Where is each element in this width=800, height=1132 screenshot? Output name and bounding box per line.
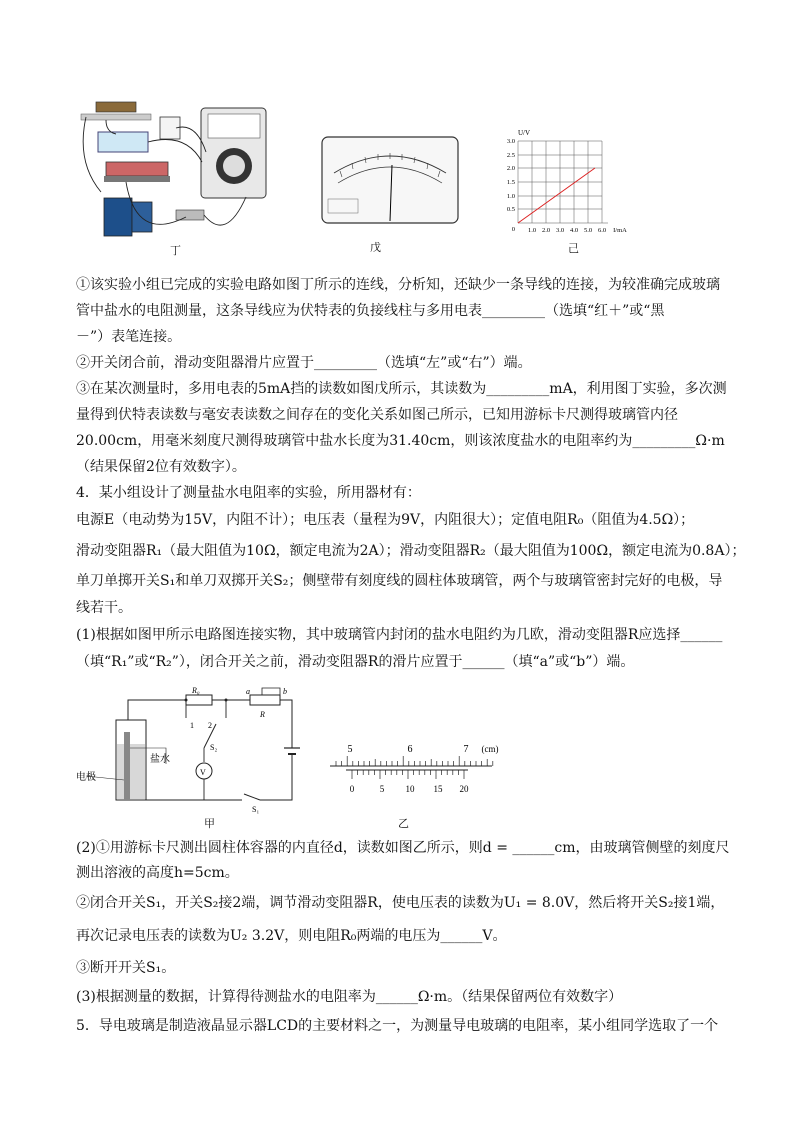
text-line: 电源E（电动势为15V，内阻不计）；电压表（量程为9V，内阻很大）；定值电阻R₀（阻值为4.5Ω）； — [76, 512, 695, 528]
text-line: ②闭合开关S₁，开关S₂接2端，调节滑动变阻器R，使电压表的读数为U₁ = 8.0V，然后将开关S₂接1端， — [76, 895, 725, 911]
figure-wu-label: 戊 — [370, 241, 381, 254]
graph-xtick: 2.0 — [541, 227, 551, 234]
text-line: 测出溶液的高度h=5cm。 — [76, 865, 239, 881]
graph-origin: 0 — [511, 226, 515, 233]
graph-ytick: 0.5 — [506, 206, 515, 213]
text-line: 单刀单掷开关S₁和单刀双掷开关S₂；侧壁带有刻度线的圆柱体玻璃管，两个与玻璃管密封完好的电极，导 — [76, 573, 723, 589]
circuit-electrode-label: 电极 — [76, 772, 96, 783]
circuit-terminal-1: 1 — [190, 721, 194, 730]
circuit-R-label: R — [260, 710, 265, 719]
graph-xtick: 3.0 — [555, 227, 565, 234]
text-line: 滑动变阻器R₁（最大阻值为10Ω，额定电流为2A）；滑动变阻器R₂（最大阻值为100Ω，额定电流为0.8A）； — [76, 543, 746, 559]
circuit-S1-label: S₁ — [252, 805, 260, 814]
caliper-vernier-label: 10 — [405, 784, 415, 794]
graph-ytick: 2.0 — [506, 165, 515, 172]
figure-yi-caliper — [326, 740, 506, 835]
caliper-main-label: 5 — [347, 744, 353, 755]
figure-jia-circuit — [76, 684, 306, 829]
graph-ytick: 1.5 — [506, 179, 515, 186]
caliper-vernier-label: 15 — [433, 784, 443, 794]
graph-ytick: 2.5 — [506, 152, 515, 159]
text-line: 线若干。 — [76, 600, 132, 616]
text-line: 4．某小组设计了测量盐水电阻率的实验，所用器材有： — [76, 485, 421, 501]
circuit-a-label: a — [246, 687, 250, 696]
text-line: （填“R₁”或“R₂”），闭合开关之前，滑动变阻器R的滑片应置于______（填“a”或“b”）端。 — [76, 654, 635, 670]
caliper-vernier-label: 20 — [459, 784, 469, 794]
graph-xtick: 6.0 — [597, 227, 607, 234]
graph-ytick: 3.0 — [506, 138, 515, 145]
text-line: 再次记录电压表的读数为U₂ 3.2V，则电阻R₀两端的电压为______V。 — [76, 928, 507, 944]
caliper-vernier-label: 0 — [349, 784, 355, 794]
text-line: ①该实验小组已完成的实验电路如图丁所示的连线，分析知，还缺少一条导线的连接，为较准确完成玻璃 — [76, 277, 720, 293]
caliper-main-label: 6 — [407, 744, 413, 755]
circuit-saltwater-label: 盐水 — [150, 754, 170, 765]
graph-x-axis-label: I/mA — [613, 227, 627, 234]
figure-ding-label: 丁 — [170, 244, 181, 257]
circuit-R0-label: R₀ — [192, 686, 200, 695]
graph-y-axis-label: U/V — [518, 129, 531, 137]
caliper-unit-label: (cm) — [481, 744, 499, 754]
text-line: (3)根据测量的数据，计算得待测盐水的电阻率为______Ω·m。（结果保留两位有效数字） — [76, 989, 623, 1005]
graph-xtick: 1.0 — [527, 227, 537, 234]
text-line: ③在某次测量时，多用电表的5mA挡的读数如图戊所示，其读数为_________mA，利用图丁实验，多次测 — [76, 381, 727, 397]
circuit-terminal-2: 2 — [208, 721, 212, 730]
circuit-voltmeter-label: V — [200, 768, 206, 777]
text-line: (2)①用游标卡尺测出圆柱体容器的内直径d，读数如图乙所示，则d = ______cm，由玻璃管侧壁的刻度尺 — [76, 840, 730, 856]
caliper-vernier-label: 5 — [379, 784, 385, 794]
figure-ding-apparatus — [76, 92, 276, 262]
figure-wu-meter-dial — [320, 135, 460, 257]
text-line: ③断开开关S₁。 — [76, 960, 176, 976]
figure-ji-graph — [496, 127, 636, 257]
figure-yi-label: 乙 — [398, 817, 409, 830]
text-line: 20.00cm，用毫米刻度尺测得玻璃管中盐水长度为31.40cm，则该浓度盐水的电阻率约为_________Ω·m — [76, 433, 725, 449]
graph-xtick: 5.0 — [583, 227, 593, 234]
caliper-main-label: 7 — [463, 744, 469, 755]
text-line: ②开关闭合前，滑动变阻器滑片应置于_________（选填“左”或“右”）端。 — [76, 355, 532, 371]
text-line: (1)根据如图甲所示电路图连接实物，其中玻璃管内封闭的盐水电阻约为几欧，滑动变阻器R应选择______ — [76, 627, 723, 643]
text-line: 量得到伏特表读数与毫安表读数之间存在的变化关系如图己所示，已知用游标卡尺测得玻璃管内径 — [76, 407, 678, 423]
figure-jia-label: 甲 — [204, 817, 215, 830]
circuit-S2-label: S₂ — [210, 743, 218, 752]
graph-xtick: 4.0 — [569, 227, 579, 234]
text-line: 5．导电玻璃是制造液晶显示器LCD的主要材料之一，为测量导电玻璃的电阻率，某小组同学选取了一个 — [76, 1018, 719, 1034]
circuit-b-label: b — [283, 687, 287, 696]
figure-ji-label: 己 — [568, 242, 579, 255]
text-line: －”）表笔连接。 — [76, 329, 182, 345]
graph-ytick: 1.0 — [506, 193, 515, 200]
text-line: 管中盐水的电阻测量，这条导线应为伏特表的负接线柱与多用电表_________（选填“红＋”或“黑 — [76, 303, 665, 319]
text-line: （结果保留2位有效数字）。 — [76, 459, 246, 475]
